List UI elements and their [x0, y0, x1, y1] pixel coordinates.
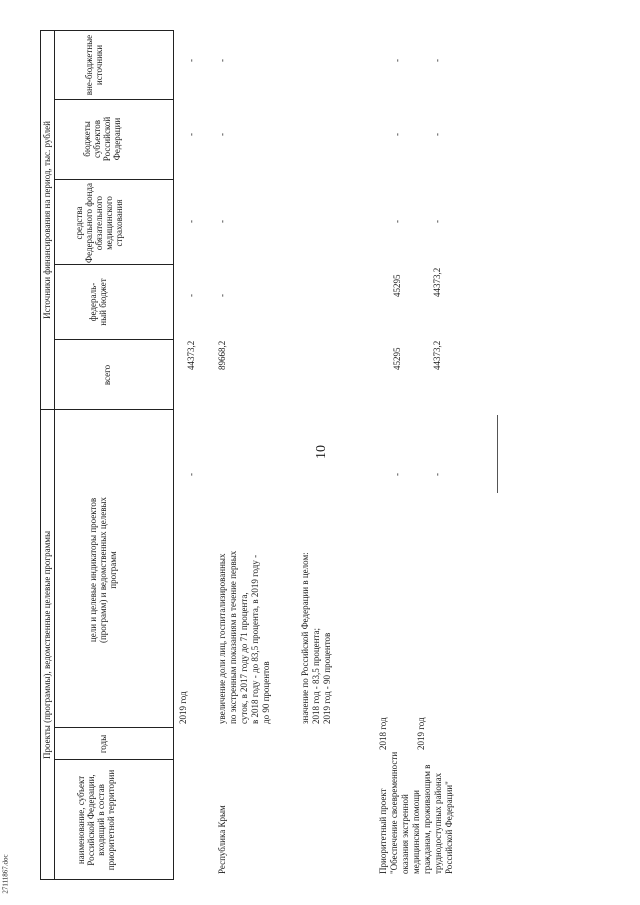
- row4-federal: 44373,2: [432, 267, 442, 297]
- row4-regional: -: [432, 133, 442, 136]
- row4-foms: -: [432, 220, 442, 223]
- col-header-extra: вне-бюджетные источники: [84, 34, 105, 96]
- financing-table: Проекты (программы), ведомственные целевые программы Источники финансирования на период, тыс. рублей наименование, субъект Российской Федерации, входящий в состав приоритетной территории годы цели и целевые индикаторы проектов (программ) и ведомственных целевых программ всего федераль-ный бюджет средства Федерального фонда обязательного медицинского страхования бюджеты субъектов Российской Федерации вне-бюджетные источники 2019 год - 44373,2 - - - - Республика Крым увеличение доли лиц, госпитализированных по экстренным показаниям в течение первых суток, в 2017 году до 71 процента, в 2018 году - до 83,5 процента, в 2019 году - до 90 процентов значение по Российской Федерации в целом: 2018 год - 83,5 процента; 2019 год - 90 процентов 89668,2 - - - - Приоритетный проект "Обеспечение своевременности оказания экстренной медицинской помощи гражданам, проживающим в труднодоступных районах Российской Федерации" 2018 год - 45295 45295 - - - 2019 год - 44373,2 44373,2 - - -: [40, 30, 600, 880]
- col-rule-foms: [54, 179, 174, 180]
- row4-extra: -: [432, 59, 442, 62]
- row2-regional: -: [217, 133, 227, 136]
- row1-federal: -: [186, 294, 196, 297]
- col-header-total: всего: [102, 364, 112, 386]
- row2-name: Республика Крым: [217, 805, 227, 874]
- row1-foms: -: [186, 220, 196, 223]
- col-header-years: годы: [98, 734, 108, 754]
- col-header-federal: федераль-ный бюджет: [88, 278, 109, 326]
- group-header-projects: Проекты (программы), ведомственные целевые программы: [42, 530, 52, 760]
- row1-regional: -: [186, 133, 196, 136]
- row3-extra: -: [392, 59, 402, 62]
- col-rule-name: [54, 759, 174, 760]
- row4-total: 44373,2: [432, 340, 442, 370]
- col-header-name: наименование, субъект Российской Федерации, входящий в состав приоритетной территории: [76, 769, 117, 871]
- header-bottom-rule: [173, 30, 174, 880]
- row2-total: 89668,2: [217, 340, 227, 370]
- row1-extra: -: [186, 59, 196, 62]
- row1-goal: -: [186, 473, 196, 476]
- row3-federal: 45295: [392, 274, 402, 297]
- document-code: 27111867.doc: [1, 854, 10, 894]
- row3-goal: -: [392, 473, 402, 476]
- col-rule-regional: [54, 99, 174, 100]
- col-header-regional: бюджеты субъектов Российской Федерации: [82, 116, 123, 162]
- col-rule-years: [54, 727, 174, 728]
- group-header-financing: Источники финансирования на период, тыс. рублей: [42, 121, 52, 319]
- page-number: 10: [314, 445, 329, 459]
- table-border-left: [40, 879, 174, 880]
- group-header-rule: [54, 30, 55, 880]
- row4-goal: -: [432, 473, 442, 476]
- row3-total: 45295: [392, 347, 402, 370]
- row1-total: 44373,2: [186, 340, 196, 370]
- row1-year: 2019 год: [178, 691, 188, 724]
- col-header-foms: средства Федерального фонда обязательного медицинского страхования: [74, 183, 125, 263]
- row2-federal: -: [217, 294, 227, 297]
- table-border-right: [40, 30, 174, 31]
- row3-regional: -: [392, 133, 402, 136]
- row4-year: 2019 год: [416, 717, 426, 750]
- table-border-top: [40, 30, 41, 880]
- col-rule-federal: [54, 264, 174, 265]
- row3-year: 2018 год: [378, 717, 388, 750]
- row2-foms: -: [217, 220, 227, 223]
- row2-extra: -: [217, 59, 227, 62]
- col-header-goals: цели и целевые индикаторы проектов (программ) и ведомственных целевых программ: [88, 496, 119, 644]
- row3-foms: -: [392, 220, 402, 223]
- col-rule-total: [54, 339, 174, 340]
